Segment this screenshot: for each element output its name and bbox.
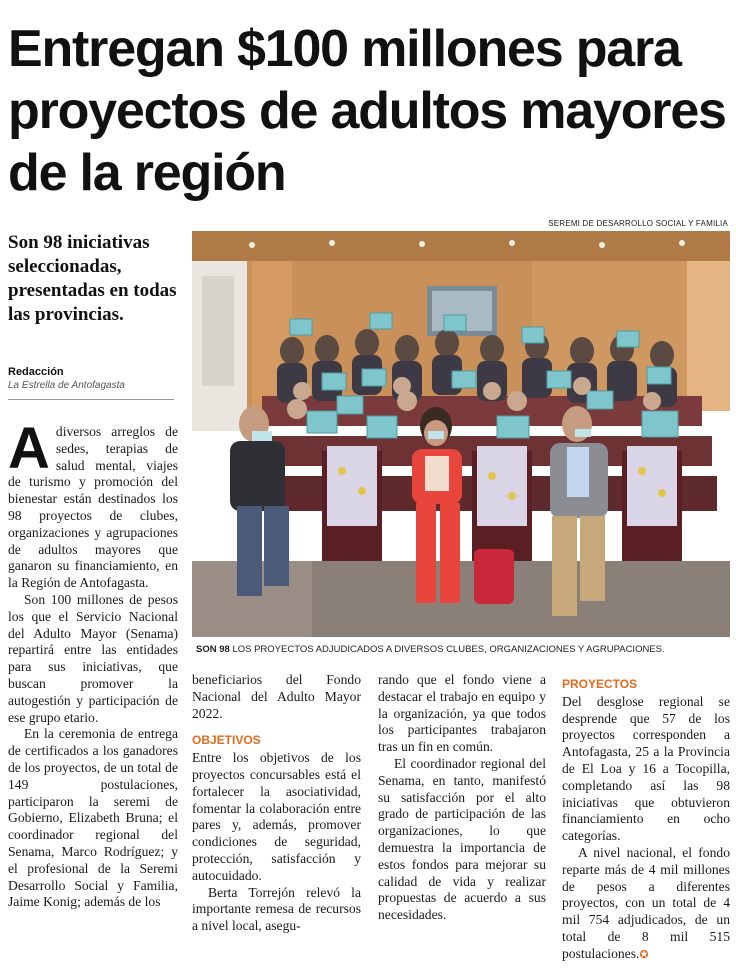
article-photo xyxy=(192,231,730,637)
caption-lead: SON 98 xyxy=(196,644,230,655)
photo-credit: SEREMI DE DESARROLLO SOCIAL Y FAMILIA xyxy=(548,219,728,228)
paragraph: Del desglose regional se desprende que 57 de los proyectos corresponden a Antofagasta, 25 a la Provincia de El Loa y 16 a Tocopilla, completando así las 98 iniciativas que obtuvieron financiamiento en ocho categorías. xyxy=(562,693,730,844)
paragraph-text: A nivel nacional, el fondo reparte más de 4 mil millones de pesos a diferentes proyectos, con un total de 4 mil 754 adjudicados, de un total de 8 mil 515 postulaciones. xyxy=(562,844,730,961)
article-column-2 xyxy=(192,672,361,935)
subhead-objetivos: OBJETIVOS xyxy=(192,733,261,748)
paragraph: beneficiarios del Fondo Nacional del Adulto Mayor 2022. xyxy=(192,672,361,721)
paragraph: Entre los objetivos de los proyectos concursables está el fortalecer la asociatividad, fomentar la colaboración entre pares y, además, promover condiciones de seguridad, protección, satisfacción y autocuidado. xyxy=(192,750,361,883)
paragraph-text: diversos arreglos de sedes, terapias de salud mental, viajes de turismo y promoción del bienestar están destinados los 98 proyectos de clubes, organizaciones y agrupaciones de adultos mayores que ganaron su financiamiento, en la Región de Antofagasta. xyxy=(8,424,178,591)
paragraph: El coordinador regional del Senama, en tanto, manifestó su satisfacción por el alto grado de participación de las organizaciones, lo que demuestra la importancia de estos fondos para mejorar su calidad de vida y realizar propuestas de acuerdo a sus necesidades. xyxy=(378,755,546,923)
article-column-1 xyxy=(8,416,178,911)
paragraph: En la ceremonia de entrega de certificados a los ganadores de los proyectos, de un total de 149 postulaciones, participaron la seremi de Gobierno, Elizabeth Bruna; el coordinador regional del Senama, Marco Rodríguez; y el profesional de la Seremi Desarrollo Social y Familia, Jaime Konig; además de los xyxy=(8,726,178,910)
group-photo-illustration xyxy=(192,231,730,637)
paragraph xyxy=(8,416,178,592)
subhead-proyectos: PROYECTOS xyxy=(562,677,638,691)
byline-publication: La Estrella de Antofagasta xyxy=(8,380,125,391)
drop-cap: A xyxy=(8,416,50,481)
lead-text: Son 98 iniciativas seleccionadas, presentadas en todas las provincias. xyxy=(8,232,177,325)
end-mark-icon: ✪ xyxy=(639,948,649,961)
article-column-3 xyxy=(378,672,546,924)
paragraph: Son 100 millones de pesos los que el Servicio Nacional del Adulto Mayor (Senama) repartirá entre las entidades para sus iniciativas, que buscan promover la autogestión y participación de ese grupo etario. xyxy=(8,591,178,725)
byline-divider xyxy=(8,399,174,400)
caption-text: LOS PROYECTOS ADJUDICADOS A DIVERSOS CLUBES, ORGANIZACIONES Y AGRUPACIONES. xyxy=(232,644,665,655)
paragraph: rando que el fondo viene a destacar el trabajo en equipo y la organización, ya que todos los participantes trabajaron tras un fin en común. xyxy=(378,672,546,755)
headline: Entregan $100 millones para proyectos de adultos mayores de la región xyxy=(8,20,726,202)
photo-caption xyxy=(196,644,730,655)
paragraph xyxy=(562,845,730,964)
byline-author: Redacción xyxy=(8,366,64,378)
article-column-4 xyxy=(562,672,730,964)
paragraph: Berta Torrejón relevó la importante remesa de recursos a nivel local, asegu- xyxy=(192,884,361,934)
